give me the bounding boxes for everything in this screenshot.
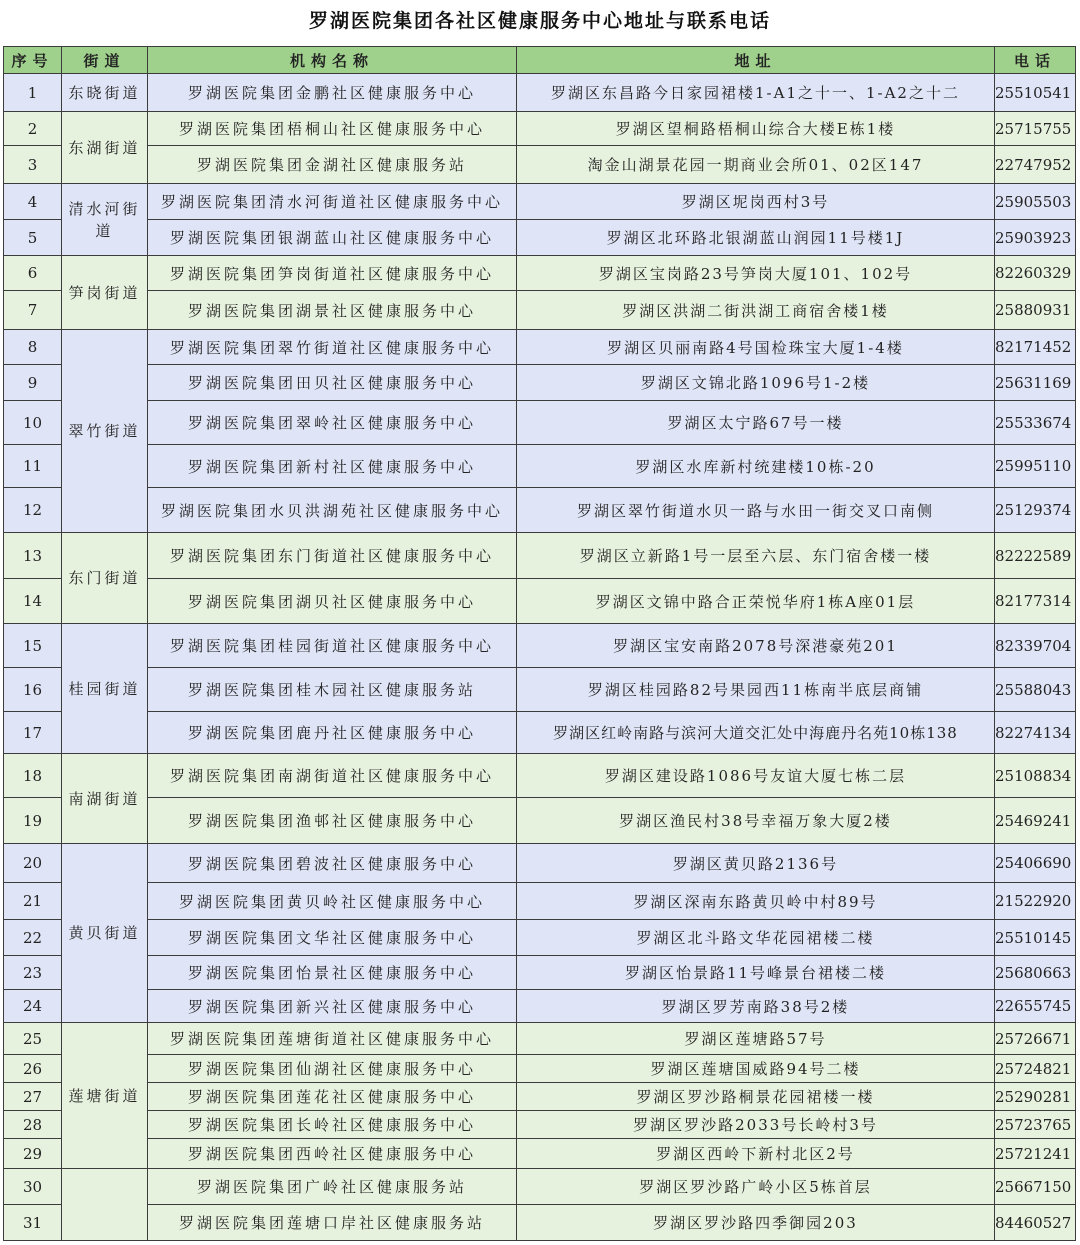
row-number: 25 xyxy=(4,1023,62,1055)
phone: 25129374 xyxy=(995,488,1076,533)
address: 罗湖区莲塘国威路94号二楼 xyxy=(517,1055,995,1083)
row-number: 12 xyxy=(4,488,62,533)
address: 罗湖区渔民村38号幸福万象大厦2楼 xyxy=(517,798,995,844)
phone: 82274134 xyxy=(995,712,1076,754)
street-cell: 莲塘街道 xyxy=(62,1023,148,1169)
table-row xyxy=(4,712,1076,754)
table-row xyxy=(4,990,1076,1023)
table-row xyxy=(4,533,1076,579)
table-row xyxy=(4,754,1076,798)
institution-name: 罗湖医院集团桂木园社区健康服务站 xyxy=(148,668,517,712)
address: 罗湖区东昌路今日家园裙楼1-A1之十一、1-A2之十二 xyxy=(517,74,995,112)
phone: 25469241 xyxy=(995,798,1076,844)
row-number: 19 xyxy=(4,798,62,844)
institution-name: 罗湖医院集团东门街道社区健康服务中心 xyxy=(148,533,517,579)
row-number: 15 xyxy=(4,624,62,668)
phone: 25726671 xyxy=(995,1023,1076,1055)
row-number: 27 xyxy=(4,1083,62,1111)
row-number: 14 xyxy=(4,579,62,624)
row-number: 30 xyxy=(4,1169,62,1205)
address: 罗湖区北环路北银湖蓝山润园11号楼1J xyxy=(517,220,995,256)
phone: 25290281 xyxy=(995,1083,1076,1111)
phone: 25510541 xyxy=(995,74,1076,112)
address: 罗湖区红岭南路与滨河大道交汇处中海鹿丹名苑10栋138 xyxy=(517,712,995,754)
institution-name: 罗湖医院集团怡景社区健康服务中心 xyxy=(148,956,517,990)
phone: 25667150 xyxy=(995,1169,1076,1205)
street-cell: 东湖街道 xyxy=(62,112,148,184)
row-number: 7 xyxy=(4,291,62,330)
street-cell-empty xyxy=(62,1169,148,1241)
table-row xyxy=(4,844,1076,883)
address: 罗湖区洪湖二街洪湖工商宿舍楼1楼 xyxy=(517,291,995,330)
col-header-street: 街道 xyxy=(62,47,148,74)
phone: 84460527 xyxy=(995,1205,1076,1241)
phone: 25588043 xyxy=(995,668,1076,712)
table-row xyxy=(4,184,1076,220)
row-number: 16 xyxy=(4,668,62,712)
institution-name: 罗湖医院集团新兴社区健康服务中心 xyxy=(148,990,517,1023)
table-row xyxy=(4,365,1076,401)
address: 罗湖区文锦中路合正荣悦华府1栋A座01层 xyxy=(517,579,995,624)
institution-name: 罗湖医院集团金湖社区健康服务站 xyxy=(148,146,517,184)
phone: 25406690 xyxy=(995,844,1076,883)
row-number: 20 xyxy=(4,844,62,883)
address: 罗湖区水库新村统建楼10栋-20 xyxy=(517,445,995,488)
table-row xyxy=(4,112,1076,146)
phone: 25631169 xyxy=(995,365,1076,401)
row-number: 24 xyxy=(4,990,62,1023)
table-row xyxy=(4,488,1076,533)
table-row xyxy=(4,146,1076,184)
row-number: 26 xyxy=(4,1055,62,1083)
table-header-row xyxy=(4,47,1076,74)
page-title: 罗湖医院集团各社区健康服务中心地址与联系电话 xyxy=(308,10,771,32)
row-number: 28 xyxy=(4,1111,62,1139)
phone: 25905503 xyxy=(995,184,1076,220)
street-cell: 翠竹街道 xyxy=(62,330,148,533)
address: 罗湖区深南东路黄贝岭中村89号 xyxy=(517,883,995,920)
phone: 25680663 xyxy=(995,956,1076,990)
institution-name: 罗湖医院集团文华社区健康服务中心 xyxy=(148,920,517,956)
address: 罗湖区建设路1086号友谊大厦七栋二层 xyxy=(517,754,995,798)
institution-name: 罗湖医院集团碧波社区健康服务中心 xyxy=(148,844,517,883)
row-number: 22 xyxy=(4,920,62,956)
phone: 82260329 xyxy=(995,256,1076,291)
row-number: 17 xyxy=(4,712,62,754)
table-row xyxy=(4,668,1076,712)
institution-name: 罗湖医院集团莲塘街道社区健康服务中心 xyxy=(148,1023,517,1055)
institution-name: 罗湖医院集团湖贝社区健康服务中心 xyxy=(148,579,517,624)
table-row xyxy=(4,920,1076,956)
row-number: 13 xyxy=(4,533,62,579)
table-row xyxy=(4,1023,1076,1055)
table-row xyxy=(4,1083,1076,1111)
col-header-name: 机构名称 xyxy=(148,47,517,74)
row-number: 4 xyxy=(4,184,62,220)
table-row xyxy=(4,220,1076,256)
table-row xyxy=(4,883,1076,920)
phone: 22747952 xyxy=(995,146,1076,184)
row-number: 23 xyxy=(4,956,62,990)
institution-name: 罗湖医院集团西岭社区健康服务中心 xyxy=(148,1139,517,1169)
institution-name: 罗湖医院集团笋岗街道社区健康服务中心 xyxy=(148,256,517,291)
institution-name: 罗湖医院集团湖景社区健康服务中心 xyxy=(148,291,517,330)
phone: 82171452 xyxy=(995,330,1076,365)
institution-name: 罗湖医院集团黄贝岭社区健康服务中心 xyxy=(148,883,517,920)
address: 罗湖区西岭下新村北区2号 xyxy=(517,1139,995,1169)
institution-name: 罗湖医院集团长岭社区健康服务中心 xyxy=(148,1111,517,1139)
row-number: 9 xyxy=(4,365,62,401)
address: 罗湖区怡景路11号峰景台裙楼二楼 xyxy=(517,956,995,990)
table-row xyxy=(4,330,1076,365)
institution-name: 罗湖医院集团仙湖社区健康服务中心 xyxy=(148,1055,517,1083)
institution-name: 罗湖医院集团田贝社区健康服务中心 xyxy=(148,365,517,401)
phone: 25903923 xyxy=(995,220,1076,256)
table-row xyxy=(4,1169,1076,1205)
institution-name: 罗湖医院集团莲塘口岸社区健康服务站 xyxy=(148,1205,517,1241)
street-cell: 东门街道 xyxy=(62,533,148,624)
address: 罗湖区宝岗路23号笋岗大厦101、102号 xyxy=(517,256,995,291)
address: 罗湖区宝安南路2078号深港豪苑201 xyxy=(517,624,995,668)
table-row xyxy=(4,956,1076,990)
phone: 82177314 xyxy=(995,579,1076,624)
phone: 25723765 xyxy=(995,1111,1076,1139)
address: 罗湖区罗沙路桐景花园裙楼一楼 xyxy=(517,1083,995,1111)
institution-name: 罗湖医院集团莲花社区健康服务中心 xyxy=(148,1083,517,1111)
phone: 25108834 xyxy=(995,754,1076,798)
row-number: 21 xyxy=(4,883,62,920)
institution-name: 罗湖医院集团水贝洪湖苑社区健康服务中心 xyxy=(148,488,517,533)
table-row xyxy=(4,624,1076,668)
row-number: 6 xyxy=(4,256,62,291)
phone: 82222589 xyxy=(995,533,1076,579)
institution-name: 罗湖医院集团鹿丹社区健康服务中心 xyxy=(148,712,517,754)
table-row xyxy=(4,401,1076,445)
address: 罗湖区罗沙路2033号长岭村3号 xyxy=(517,1111,995,1139)
col-header-no: 序号 xyxy=(4,47,62,74)
address: 罗湖区坭岗西村3号 xyxy=(517,184,995,220)
address: 罗湖区文锦北路1096号1-2楼 xyxy=(517,365,995,401)
table-row xyxy=(4,445,1076,488)
institution-name: 罗湖医院集团金鹏社区健康服务中心 xyxy=(148,74,517,112)
institution-name: 罗湖医院集团翠竹街道社区健康服务中心 xyxy=(148,330,517,365)
phone: 21522920 xyxy=(995,883,1076,920)
row-number: 18 xyxy=(4,754,62,798)
street-cell: 东晓街道 xyxy=(62,74,148,112)
address: 罗湖区贝丽南路4号国检珠宝大厦1-4楼 xyxy=(517,330,995,365)
phone: 25715755 xyxy=(995,112,1076,146)
phone: 25724821 xyxy=(995,1055,1076,1083)
address: 淘金山湖景花园一期商业会所01、02区147 xyxy=(517,146,995,184)
street-cell: 桂园街道 xyxy=(62,624,148,754)
row-number: 8 xyxy=(4,330,62,365)
address: 罗湖区太宁路67号一楼 xyxy=(517,401,995,445)
address: 罗湖区望桐路梧桐山综合大楼E栋1楼 xyxy=(517,112,995,146)
phone: 25510145 xyxy=(995,920,1076,956)
address: 罗湖区黄贝路2136号 xyxy=(517,844,995,883)
street-cell: 黄贝街道 xyxy=(62,844,148,1023)
address: 罗湖区立新路1号一层至六层、东门宿舍楼一楼 xyxy=(517,533,995,579)
phone: 25880931 xyxy=(995,291,1076,330)
table-row xyxy=(4,1111,1076,1139)
address: 罗湖区罗沙路四季御园203 xyxy=(517,1205,995,1241)
row-number: 29 xyxy=(4,1139,62,1169)
table-row xyxy=(4,256,1076,291)
col-header-phone: 电话 xyxy=(995,47,1076,74)
address: 罗湖区罗沙路广岭小区5栋首层 xyxy=(517,1169,995,1205)
address: 罗湖区莲塘路57号 xyxy=(517,1023,995,1055)
table-row xyxy=(4,1139,1076,1169)
street-cell: 笋岗街道 xyxy=(62,256,148,330)
institution-name: 罗湖医院集团梧桐山社区健康服务中心 xyxy=(148,112,517,146)
row-number: 31 xyxy=(4,1205,62,1241)
phone: 25721241 xyxy=(995,1139,1076,1169)
institution-name: 罗湖医院集团翠岭社区健康服务中心 xyxy=(148,401,517,445)
address: 罗湖区北斗路文华花园裙楼二楼 xyxy=(517,920,995,956)
institution-name: 罗湖医院集团渔邨社区健康服务中心 xyxy=(148,798,517,844)
institution-name: 罗湖医院集团清水河街道社区健康服务中心 xyxy=(148,184,517,220)
address: 罗湖区翠竹街道水贝一路与水田一街交叉口南侧 xyxy=(517,488,995,533)
phone: 25533674 xyxy=(995,401,1076,445)
institution-name: 罗湖医院集团银湖蓝山社区健康服务中心 xyxy=(148,220,517,256)
phone: 82339704 xyxy=(995,624,1076,668)
row-number: 5 xyxy=(4,220,62,256)
address: 罗湖区罗芳南路38号2楼 xyxy=(517,990,995,1023)
street-cell: 南湖街道 xyxy=(62,754,148,844)
row-number: 1 xyxy=(4,74,62,112)
col-header-address: 地址 xyxy=(517,47,995,74)
table-row xyxy=(4,1205,1076,1241)
table-row xyxy=(4,291,1076,330)
institution-name: 罗湖医院集团广岭社区健康服务站 xyxy=(148,1169,517,1205)
health-center-table xyxy=(3,46,1076,1241)
table-row xyxy=(4,579,1076,624)
table-row xyxy=(4,74,1076,112)
institution-name: 罗湖医院集团桂园街道社区健康服务中心 xyxy=(148,624,517,668)
phone: 25995110 xyxy=(995,445,1076,488)
phone: 22655745 xyxy=(995,990,1076,1023)
row-number: 10 xyxy=(4,401,62,445)
row-number: 2 xyxy=(4,112,62,146)
institution-name: 罗湖医院集团新村社区健康服务中心 xyxy=(148,445,517,488)
row-number: 3 xyxy=(4,146,62,184)
street-cell: 清水河街道 xyxy=(62,184,148,256)
table-row xyxy=(4,798,1076,844)
row-number: 11 xyxy=(4,445,62,488)
address: 罗湖区桂园路82号果园西11栋南半底层商铺 xyxy=(517,668,995,712)
institution-name: 罗湖医院集团南湖街道社区健康服务中心 xyxy=(148,754,517,798)
table-row xyxy=(4,1055,1076,1083)
